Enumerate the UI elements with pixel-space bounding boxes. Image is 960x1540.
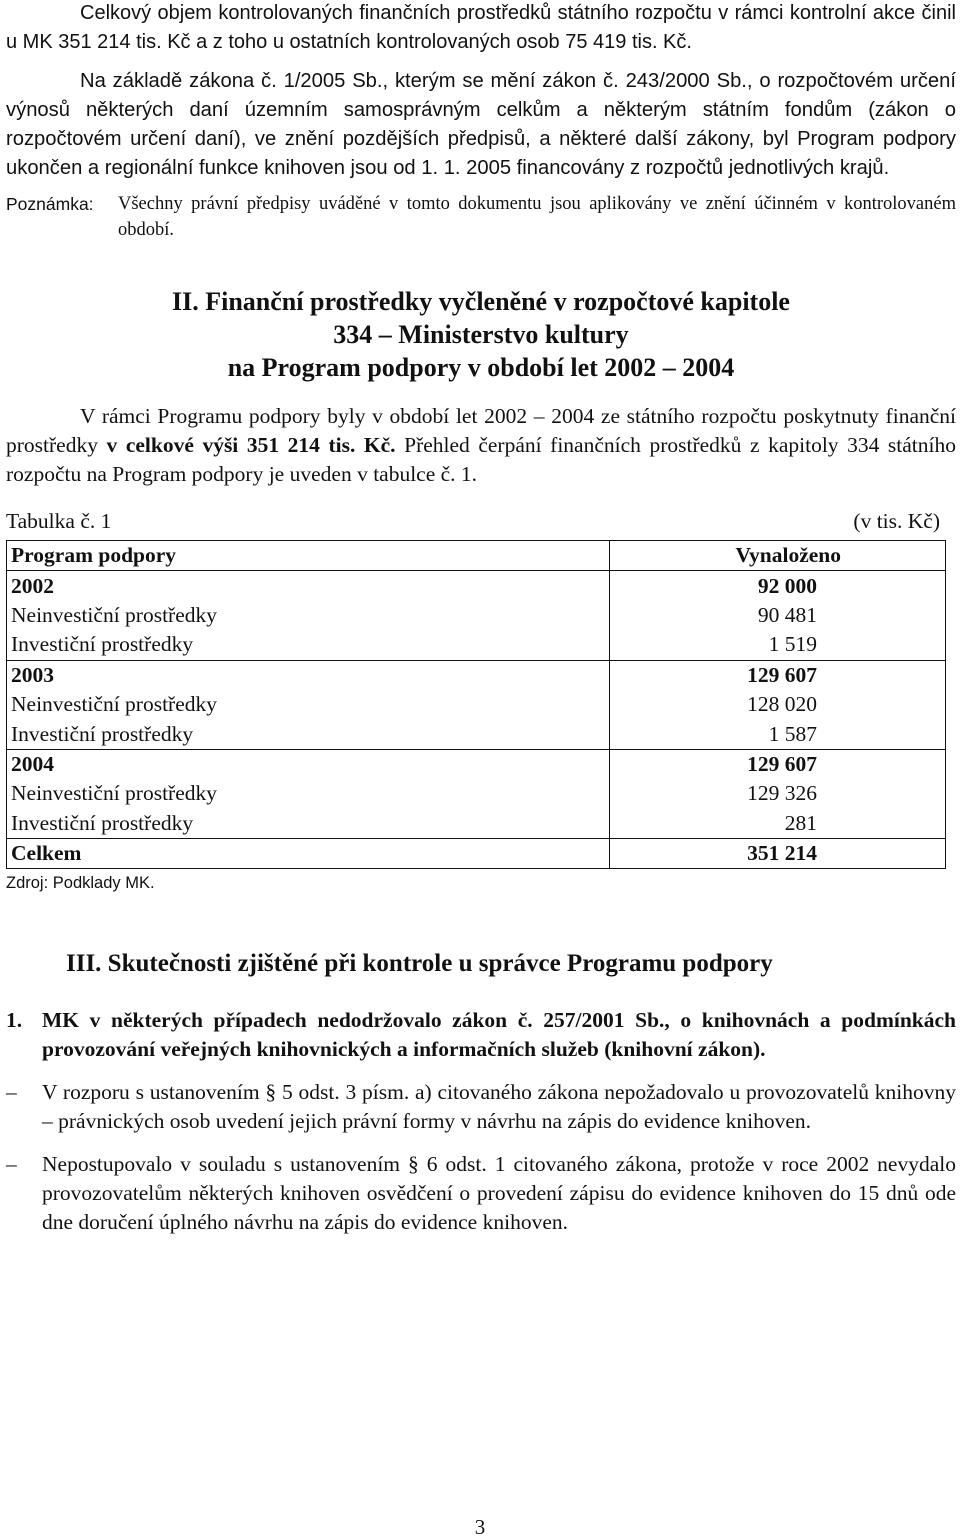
page-number: 3 xyxy=(474,1515,486,1539)
funding-table xyxy=(6,540,946,869)
finding-text: MK v některých případech nedodržovalo zákon č. 257/2001 Sb., o knihovnách a podmínkách provozování veřejných knihovnických a informačních služeb (knihovní zákon). xyxy=(42,1008,956,1062)
table-header-row xyxy=(7,541,946,571)
table-row xyxy=(7,749,946,779)
intro-paragraph-1: Celkový objem kontrolovaných finančních prostředků státního rozpočtu v rámci kontrolní akce činil u MK 351 214 tis. Kč a z toho u ostatních kontrolovaných osob 75 419 tis. Kč. xyxy=(6,2,956,53)
bullet-text: Nepostupovalo v souladu s ustanovením § 6 odst. 1 citovaného zákona, protože v roce 2002 nevydalo provozovatelům některých knihoven osvědčení o provedení zápisu do evidence knihoven do 15 dnů ode dne doručení úplného návrhu na zápis do evidence knihoven. xyxy=(42,1152,956,1235)
dash-icon: – xyxy=(6,1152,17,1177)
row-value: 351 214 xyxy=(610,838,946,868)
section-2-heading xyxy=(6,285,956,384)
row-value: 1 587 xyxy=(768,721,817,746)
row-label: 2004 xyxy=(7,749,610,779)
table-row xyxy=(7,601,946,630)
row-label: Investiční prostředky xyxy=(7,630,610,660)
row-label: Neinvestiční prostředky xyxy=(7,779,610,808)
intro-paragraph-2: Na základě zákona č. 1/2005 Sb., kterým se mění zákon č. 243/2000 Sb., o rozpočtovém určení výnosů některých daní územním samosprávným celkům a některým státním fondům (zákon o rozpočtovém určení daní), ve znění pozdějších předpisů, a některé další zákony, byl Program podpory ukončen a regionální funkce knihoven jsou od 1. 1. 2005 financovány z rozpočtů jednotlivých krajů. xyxy=(6,70,956,179)
row-value: 90 481 xyxy=(757,602,817,627)
table-caption-row xyxy=(6,507,940,536)
bullet-item xyxy=(6,1078,956,1136)
note-label: Poznámka: xyxy=(6,194,94,214)
note xyxy=(6,191,956,243)
row-label: 2002 xyxy=(7,571,610,601)
table-unit: (v tis. Kč) xyxy=(853,509,940,533)
section-2-text-a: V rámci Programu podpory byly v období let 2002 – 2004 ze státního rozpočtu poskytnuty finanční prostředky xyxy=(6,404,956,457)
bullet-text: V rozporu s ustanovením § 5 odst. 3 písm. a) citovaného zákona nepožadovalo u provozovatelů knihovny – právnických osob uvedení jejich právní formy v návrhu na zápis do evidence knihoven. xyxy=(42,1080,956,1134)
row-value: 1 519 xyxy=(768,632,817,657)
row-label: Investiční prostředky xyxy=(7,809,610,839)
table-caption: Tabulka č. 1 xyxy=(6,509,112,533)
section-2-heading-line-1: II. Finanční prostředky vyčleněné v rozpočtové kapitole xyxy=(172,287,790,316)
row-label: Celkem xyxy=(7,838,610,868)
finding-number: 1. xyxy=(6,1008,23,1033)
row-label: 2003 xyxy=(7,660,610,690)
bullet-item xyxy=(6,1150,956,1237)
row-value: 129 607 xyxy=(610,660,946,690)
row-value: 129 607 xyxy=(610,749,946,779)
finding-1 xyxy=(6,1006,956,1064)
section-2-heading-line-3: na Program podpory v období let 2002 – 2004 xyxy=(227,353,735,382)
table-row xyxy=(7,571,946,601)
table-row xyxy=(7,809,946,839)
row-value: 281 xyxy=(784,810,817,835)
note-text: Všechny právní předpisy uváděné v tomto dokumentu jsou aplikovány ve znění účinném v kontrolovaném období. xyxy=(118,194,956,240)
row-value: 92 000 xyxy=(610,571,946,601)
table-total-row xyxy=(7,838,946,868)
table-row xyxy=(7,660,946,690)
section-2-heading-line-2: 334 – Ministerstvo kultury xyxy=(333,320,629,349)
row-label: Investiční prostředky xyxy=(7,719,610,749)
table-row xyxy=(7,690,946,719)
document-page xyxy=(6,0,956,1237)
table-header-program: Program podpory xyxy=(7,541,610,571)
section-2-text-bold: v celkové výši 351 214 tis. Kč. xyxy=(106,433,396,457)
table-row xyxy=(7,719,946,749)
row-label: Neinvestiční prostředky xyxy=(7,690,610,719)
table-header-spent: Vynaloženo xyxy=(735,543,841,568)
row-value: 128 020 xyxy=(747,692,817,717)
table-row xyxy=(7,779,946,808)
row-label: Neinvestiční prostředky xyxy=(7,601,610,630)
row-value: 129 326 xyxy=(747,781,817,806)
section-3-heading: III. Skutečnosti zjištěné při kontrole u správce Programu podpory xyxy=(66,950,773,978)
section-2-paragraph xyxy=(6,402,956,489)
table-source: Zdroj: Podklady MK. xyxy=(6,874,155,893)
section-2-text-b: Přehled čerpání finančních prostředků z kapitoly 334 státního rozpočtu na Program podpory je uveden v tabulce č. 1. xyxy=(6,433,956,486)
table-row xyxy=(7,630,946,660)
dash-icon: – xyxy=(6,1080,17,1105)
